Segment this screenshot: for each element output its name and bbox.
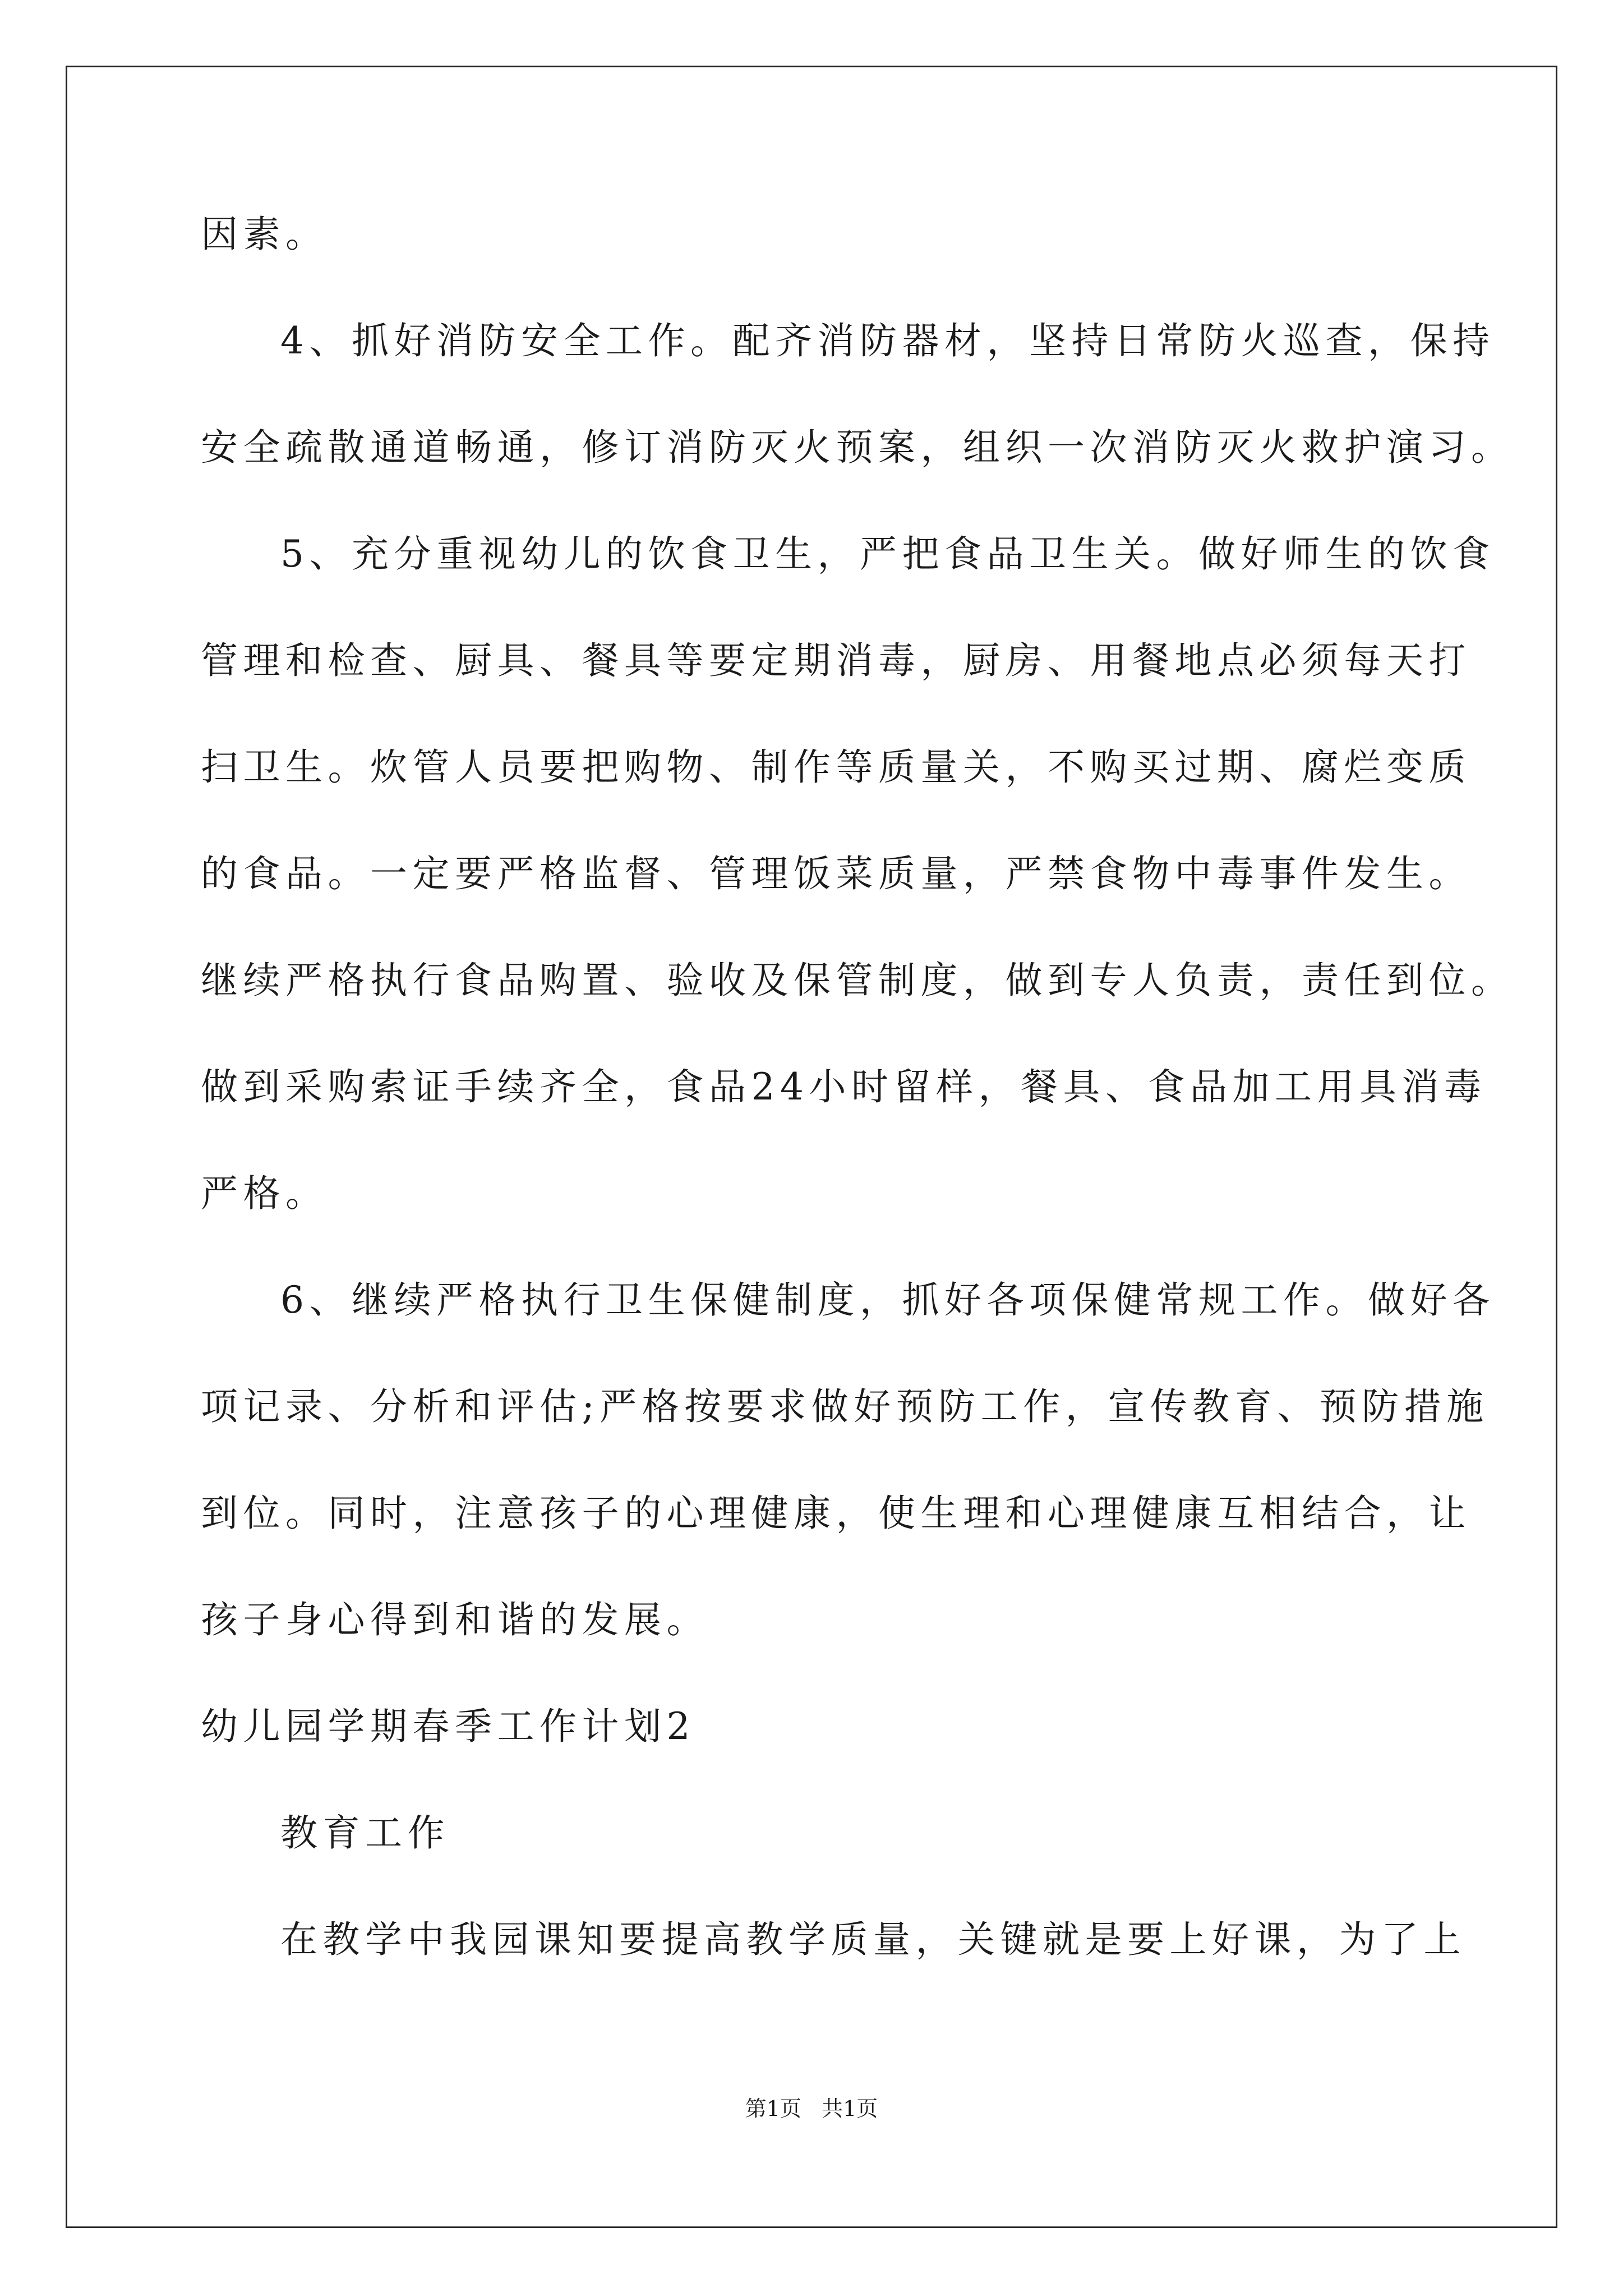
paragraph-5-line: 5、充分重视幼儿的饮食卫生，严把食品卫生关。做好师生的饮食 xyxy=(280,532,1495,576)
page-border xyxy=(66,66,1557,2228)
paragraph-4-line: 4、抓好消防安全工作。配齐消防器材，坚持日常防火巡查，保持 xyxy=(280,319,1495,362)
text-line: 安全疏散通道畅通，修订消防灭火预案，组织一次消防灭火救护演习。 xyxy=(201,426,1514,469)
text-line: 做到采购索证手续齐全，食品24小时留样，餐具、食品加工用具消毒 xyxy=(201,1065,1487,1108)
section-heading: 幼儿园学期春季工作计划2 xyxy=(201,1705,695,1748)
text-line: 孩子身心得到和谐的发展。 xyxy=(201,1598,709,1641)
text-line: 继续严格执行食品购置、验收及保管制度，做到专人负责，责任到位。 xyxy=(201,959,1514,1002)
page-footer: 第1页 共1页 xyxy=(745,2096,878,2121)
paragraph-line: 在教学中我园课知要提高教学质量，关键就是要上好课，为了上 xyxy=(280,1918,1466,1961)
text-line: 项记录、分析和评估;严格按要求做好预防工作，宣传教育、预防措施 xyxy=(201,1385,1489,1428)
text-line: 到位。同时，注意孩子的心理健康，使生理和心理健康互相结合，让 xyxy=(201,1492,1471,1535)
text-line: 管理和检查、厨具、餐具等要定期消毒，厨房、用餐地点必须每天打 xyxy=(201,639,1471,682)
text-line: 因素。 xyxy=(201,213,328,256)
text-line: 扫卫生。炊管人员要把购物、制作等质量关，不购买过期、腐烂变质 xyxy=(201,746,1471,789)
text-line: 严格。 xyxy=(201,1172,328,1215)
text-line: 的食品。一定要严格监督、管理饭菜质量，严禁食物中毒事件发生。 xyxy=(201,852,1471,895)
subsection-heading: 教育工作 xyxy=(280,1811,450,1855)
paragraph-6-line: 6、继续严格执行卫生保健制度，抓好各项保健常规工作。做好各 xyxy=(280,1278,1495,1322)
